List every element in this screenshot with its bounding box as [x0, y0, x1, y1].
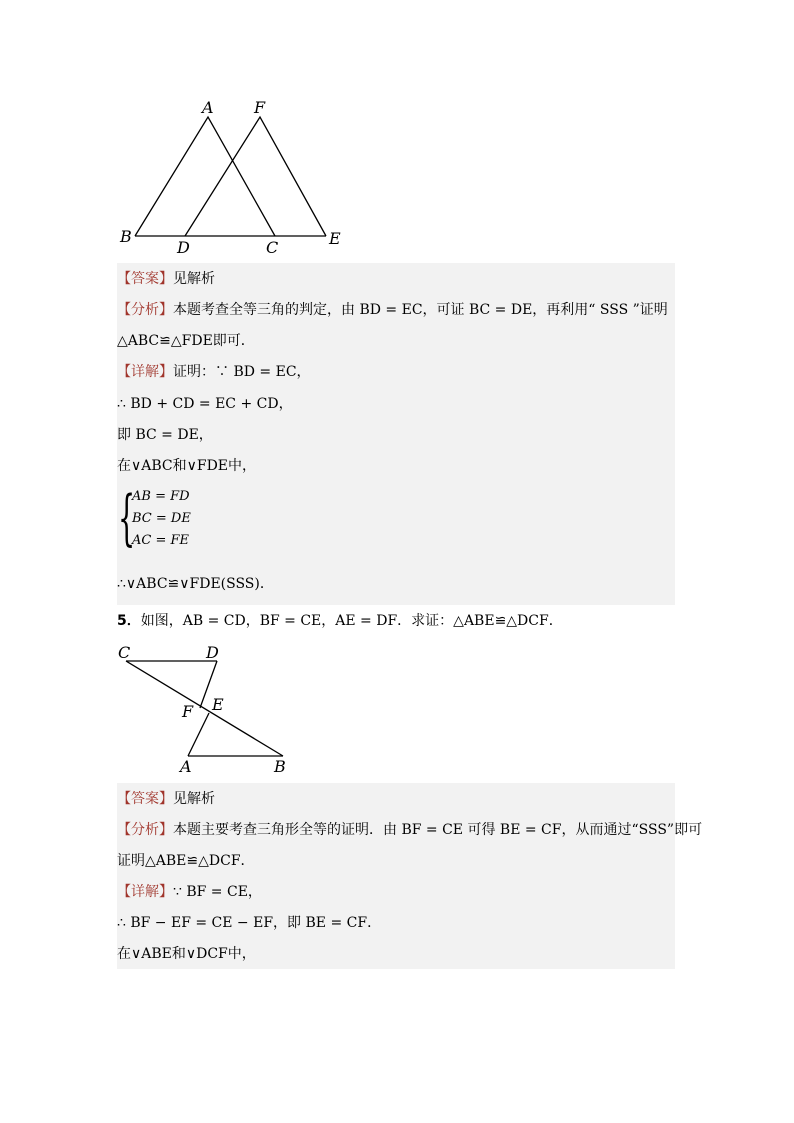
solution-block-1: [117, 263, 675, 605]
equation-system: [118, 483, 238, 554]
detail-line-2-2: ∴ BF − EF = CE − EF，即 BE = CF．: [117, 915, 382, 931]
section-tag: 【详解】: [117, 364, 173, 380]
label-e2: E: [212, 695, 224, 714]
label-a2: A: [180, 757, 192, 776]
label-e: E: [329, 229, 341, 248]
section-text: 见解析: [173, 271, 215, 287]
analysis-line-1: [117, 301, 668, 319]
section-tag: 【分析】: [117, 822, 173, 838]
section-text: 见解析: [173, 791, 215, 807]
triangle-abc: [135, 117, 275, 236]
label-c2: C: [118, 643, 131, 662]
system-eq-2: BC = DE: [132, 511, 191, 526]
answer-line-2: [117, 790, 215, 808]
section-tag: 【分析】: [117, 302, 173, 318]
detail-line-2-1: [117, 883, 262, 901]
conclusion-line: ∴∨ABC≌∨FDE(SSS)．: [117, 576, 274, 592]
label-b: B: [120, 227, 132, 246]
section-text: 本题主要考查三角形全等的证明．由 BF = CE 可得 BE = CF，从而通过“SSS”即可: [173, 822, 703, 838]
system-eq-3: AC = FE: [132, 533, 190, 548]
detail-line-3: 即 BC = DE，: [117, 427, 213, 443]
label-b2: B: [274, 757, 286, 776]
segment-cb: [126, 661, 283, 756]
left-brace: {: [118, 483, 136, 553]
detail-line-1: [117, 363, 311, 381]
label-c: C: [266, 238, 279, 257]
analysis-line-2-1: [117, 821, 702, 839]
system-eq-1: AB = FD: [132, 489, 190, 504]
label-f: F: [254, 98, 266, 117]
figure-triangles-abe-dcf: [112, 642, 302, 777]
analysis-line-2-2: 证明△ABE≌△DCF．: [117, 853, 255, 869]
label-d: D: [177, 238, 190, 257]
question-number: 5．: [117, 613, 141, 629]
triangle-fde: [185, 117, 326, 236]
detail-line-2: ∴ BD + CD = EC + CD，: [117, 396, 293, 412]
label-a: A: [202, 98, 214, 117]
label-d2: D: [206, 643, 219, 662]
section-tag: 【答案】: [117, 271, 173, 287]
question-text: 如图，AB = CD，BF = CE，AE = DF．求证：△ABE≌△DCF．: [140, 613, 563, 629]
detail-line-4: 在∨ABC和∨FDE中，: [117, 458, 257, 474]
answer-line: [117, 270, 215, 288]
section-text: 证明：∵ BD = EC，: [173, 364, 311, 380]
detail-line-2-3: 在∨ABE和∨DCF中，: [117, 946, 256, 962]
section-tag: 【详解】: [117, 884, 173, 900]
figure-triangles-abc-fde: [110, 95, 350, 260]
analysis-line-2: △ABC≌△FDE即可．: [117, 333, 255, 349]
section-text: ∵ BF = CE，: [173, 884, 262, 900]
label-f2: F: [182, 702, 194, 721]
question-5: [117, 612, 563, 630]
section-tag: 【答案】: [117, 791, 173, 807]
solution-block-2: [117, 783, 703, 969]
section-text: 本题考查全等三角的判定，由 BD = EC，可证 BC = DE，再利用“ SSS ”证明: [173, 302, 668, 318]
